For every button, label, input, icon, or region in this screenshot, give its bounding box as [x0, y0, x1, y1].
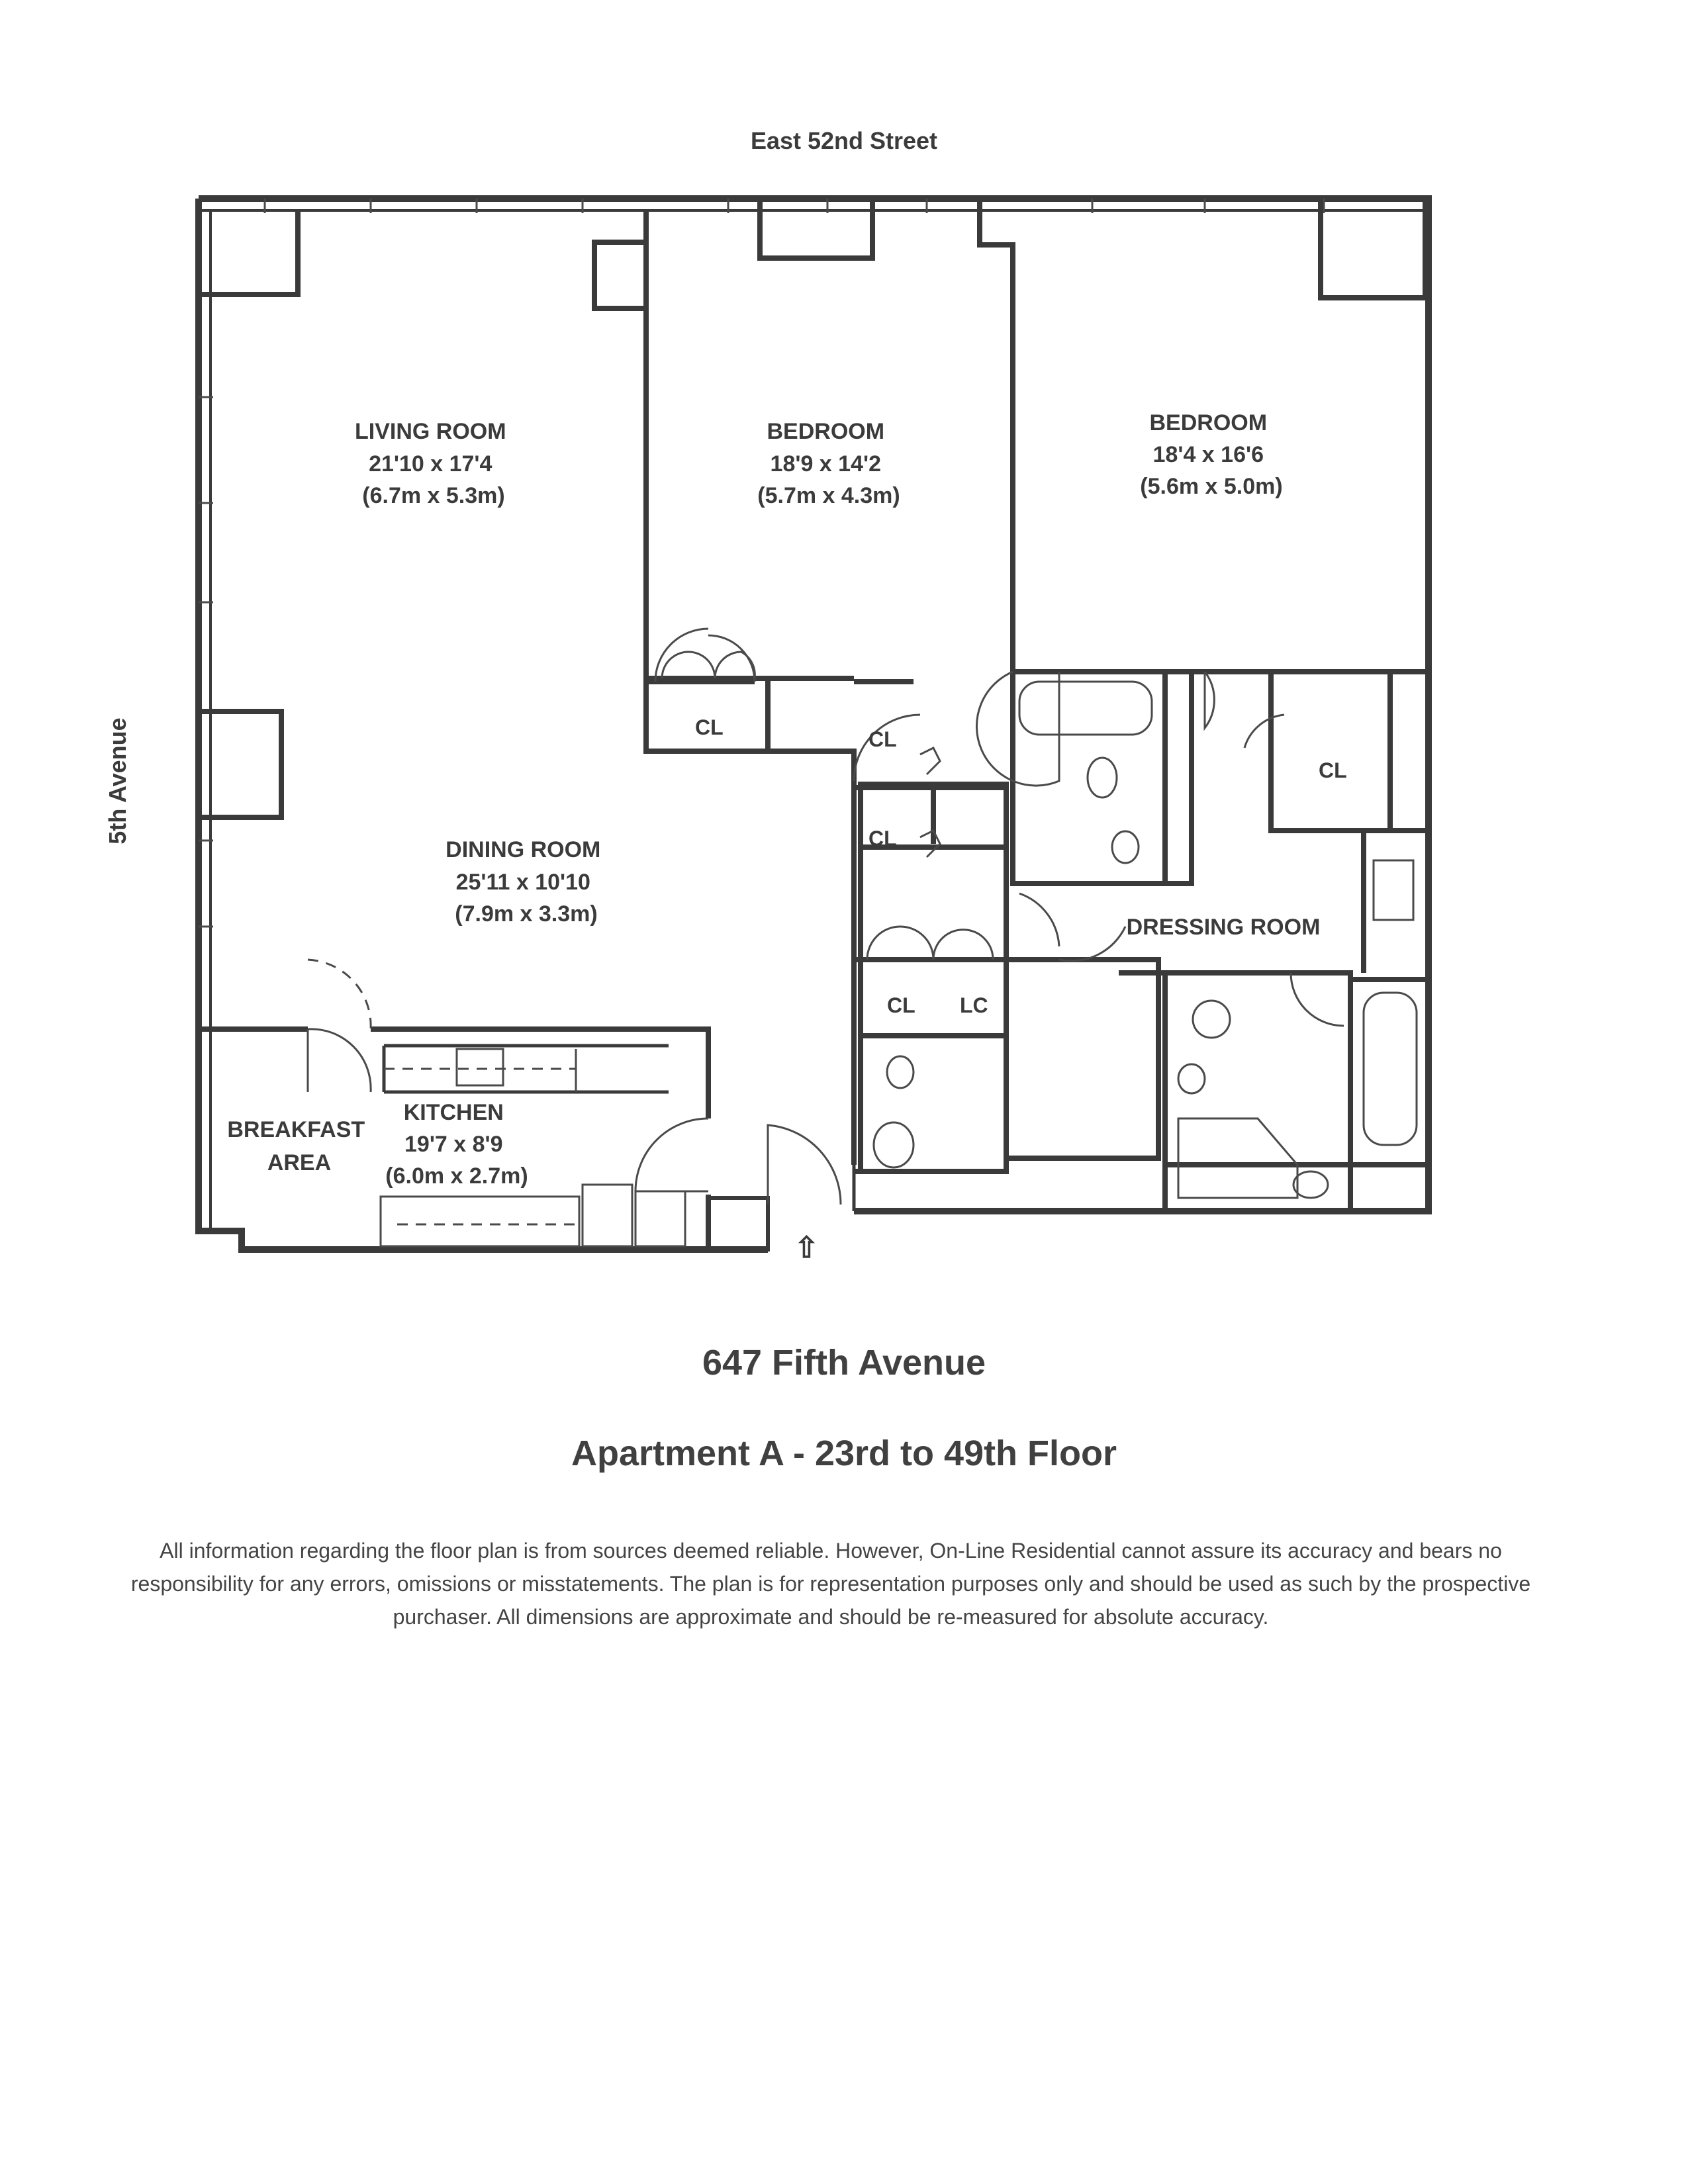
breakfast-area-label: BREAKFAST AREA	[227, 1117, 365, 1175]
columns	[199, 202, 1425, 817]
window-mullions	[199, 199, 1324, 927]
disclaimer-text: All information regarding the floor plan is from sources deemed reliable. However, On-Line Residential cannot assure its accuracy and bears no responsibility for any errors, omissions or misstatements. The plan is for representation purposes only and should be used as such by the prospective purchaser. All dimensions are approximate and should be re-measured for absolute accuracy.	[130, 1539, 1531, 1629]
building-title: 647 Fifth Avenue	[702, 1343, 986, 1383]
closet-label: CL	[868, 827, 897, 850]
bedroom-2-label: BEDROOM 18'4 x 16'6 (5.6m x 5.0m)	[1140, 410, 1283, 499]
dressing-room-label: DRESSING ROOM	[1126, 915, 1321, 940]
linen-closet-label: LC	[960, 993, 988, 1017]
apartment-subtitle: Apartment A - 23rd to 49th Floor	[571, 1433, 1117, 1473]
dining-room-label: DINING ROOM 25'11 x 10'10 (7.9m x 3.3m)	[445, 837, 601, 927]
street-label-left: 5th Avenue	[104, 717, 131, 844]
bedroom-1-label: BEDROOM 18'9 x 14'2 (5.7m x 4.3m)	[757, 419, 900, 508]
closet-label: CL	[1319, 758, 1347, 782]
closet-label: CL	[868, 727, 897, 751]
living-room-label: LIVING ROOM 21'10 x 17'4 (6.7m x 5.3m)	[354, 419, 506, 508]
closet-label: CL	[887, 993, 915, 1017]
entry-arrow-icon: ⇧	[794, 1232, 819, 1264]
closet-label: CL	[695, 715, 724, 739]
street-label-top: East 52nd Street	[750, 127, 938, 154]
kitchen-label: KITCHEN 19'7 x 8'9 (6.0m x 2.7m)	[385, 1100, 528, 1189]
